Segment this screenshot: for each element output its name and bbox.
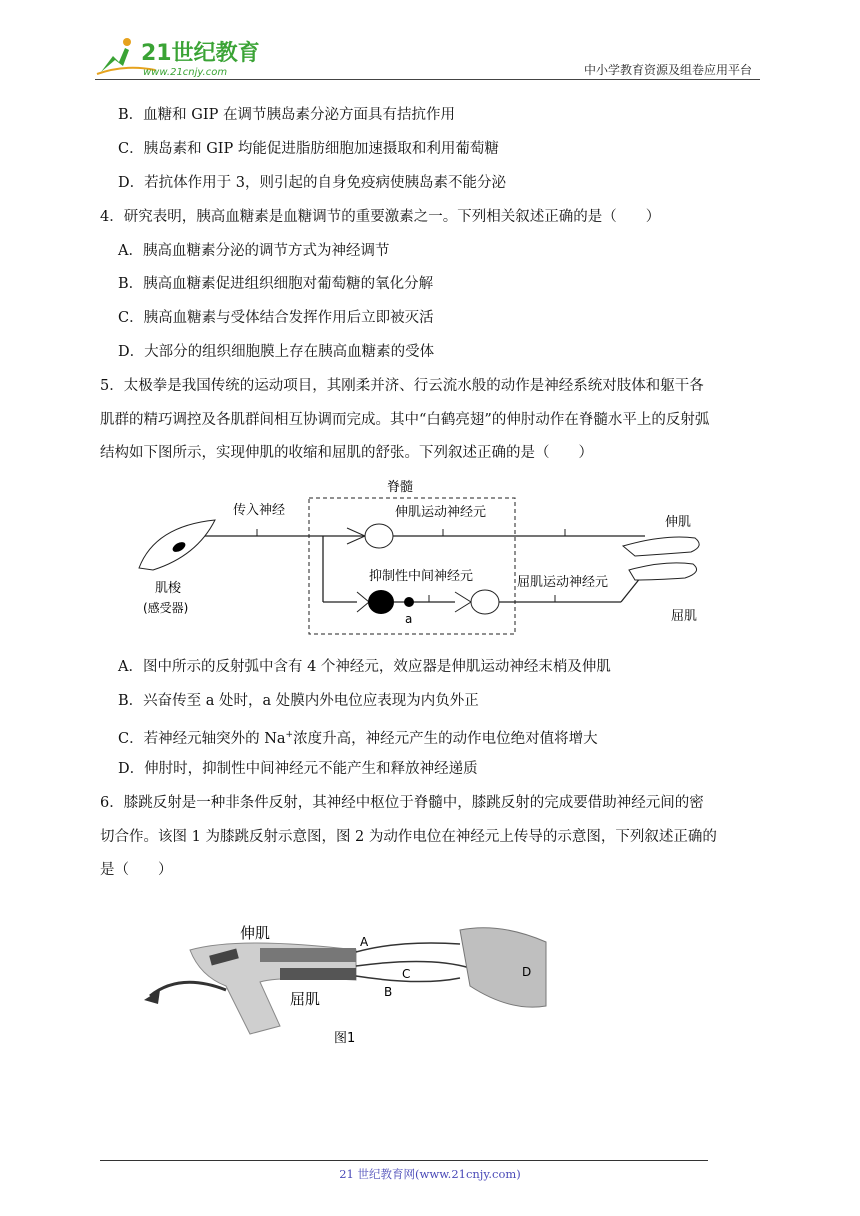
- afferent-nerve-label: 传入神经: [233, 503, 286, 518]
- label-a: A: [360, 935, 369, 949]
- footer-text: 21 世纪教育网(www.21cnjy.com): [339, 1167, 521, 1181]
- q4-option-d: D．大部分的组织细胞膜上存在胰高血糖素的受体: [118, 344, 435, 360]
- footer-divider: [100, 1160, 708, 1161]
- q5-stem-line-2: 肌群的精巧调控及各肌群间相互协调而完成。其中“白鹤亮翅”的伸肘动作在脊髓水平上的反射弧: [100, 412, 710, 428]
- q4-option-c: C．胰高血糖素与受体结合发挥作用后立即被灭活: [118, 310, 434, 326]
- receptor-label: (感受器): [143, 601, 189, 615]
- flexor-motor-neuron: [471, 590, 499, 614]
- extensor-label: 伸肌: [665, 515, 692, 530]
- extensor-motor-label: 伸肌运动神经元: [395, 505, 487, 520]
- q3-option-b: B．血糖和 GIP 在调节胰岛素分泌方面具有拮抗作用: [118, 107, 455, 123]
- platform-name: 中小学教育资源及组卷应用平台: [583, 63, 752, 77]
- page-header: [95, 30, 760, 80]
- q4-stem: 4．研究表明，胰高血糖素是血糖调节的重要激素之一。下列相关叙述正确的是（ ）: [100, 209, 661, 225]
- extensor-motor-neuron: [365, 524, 393, 548]
- flexor-muscle-bar: [280, 968, 356, 980]
- q6-stem-line-3: 是（ ）: [100, 862, 173, 878]
- q3-option-d: D．若抗体作用于 3，则引起的自身免疫病使胰岛素不能分泌: [118, 175, 506, 191]
- extensor-label: 伸肌: [240, 924, 271, 942]
- q5-option-d: D．伸肘时，抑制性中间神经元不能产生和释放神经递质: [118, 761, 478, 777]
- q5-stem-line-3: 结构如下图所示，实现伸肌的收缩和屈肌的舒张。下列叙述正确的是（ ）: [100, 445, 593, 461]
- point-a: [404, 597, 414, 607]
- extensor-muscle-icon: [623, 537, 699, 556]
- knee-jerk-figure: [130, 916, 554, 1052]
- flexor-label: 屈肌: [290, 990, 321, 1008]
- flexor-motor-label: 屈肌运动神经元: [517, 575, 609, 590]
- q4-option-b: B．胰高血糖素促进组织细胞对葡萄糖的氧化分解: [118, 276, 434, 292]
- site-logo: [95, 34, 265, 78]
- flexor-label: 屈肌: [671, 609, 698, 624]
- inhibitory-interneuron: [368, 590, 394, 614]
- inhibitory-label: 抑制性中间神经元: [369, 569, 474, 584]
- label-d: D: [522, 965, 532, 979]
- spindle-label: 肌梭: [155, 581, 182, 596]
- spinal-cord-label: 脊髓: [387, 480, 414, 495]
- flexor-muscle-icon: [629, 563, 697, 580]
- q5-option-a: A．图中所示的反射弧中含有 4 个神经元，效应器是伸肌运动神经末梢及伸肌: [118, 659, 611, 675]
- point-a-label: a: [405, 612, 413, 626]
- reflex-arc-figure: [125, 476, 725, 642]
- label-b: B: [384, 985, 393, 999]
- q3-option-c: C．胰岛素和 GIP 均能促进脂肪细胞加速摄取和利用葡萄糖: [118, 141, 499, 157]
- q4-option-a: A．胰高血糖素分泌的调节方式为神经调节: [118, 243, 390, 259]
- q5-option-c: C．若神经元轴突外的 Na+浓度升高，神经元产生的动作电位绝对值将增大: [118, 730, 598, 747]
- q5-option-b: B．兴奋传至 a 处时，a 处膜内外电位应表现为内负外正: [118, 693, 479, 709]
- q6-stem-line-1: 6．膝跳反射是一种非条件反射，其神经中枢位于脊髓中，膝跳反射的完成要借助神经元间的密: [100, 795, 704, 811]
- spinal-cord-icon: [460, 928, 546, 1007]
- extensor-muscle-bar: [260, 948, 356, 962]
- svg-text:21世纪教育: 21世纪教育: [141, 41, 260, 66]
- header-divider: [95, 79, 760, 80]
- swing-arrow: [150, 982, 226, 996]
- q5-stem-line-1: 5．太极拳是我国传统的运动项目，其刚柔并济、行云流水般的动作是神经系统对肢体和躯干各: [100, 378, 704, 394]
- figure-caption: 图1: [334, 1031, 356, 1046]
- svg-text:www.21cnjy.com: www.21cnjy.com: [143, 67, 228, 78]
- label-c: C: [402, 967, 411, 981]
- q6-stem-line-2: 切合作。该图 1 为膝跳反射示意图，图 2 为动作电位在神经元上传导的示意图，下列叙述正确的: [100, 829, 717, 845]
